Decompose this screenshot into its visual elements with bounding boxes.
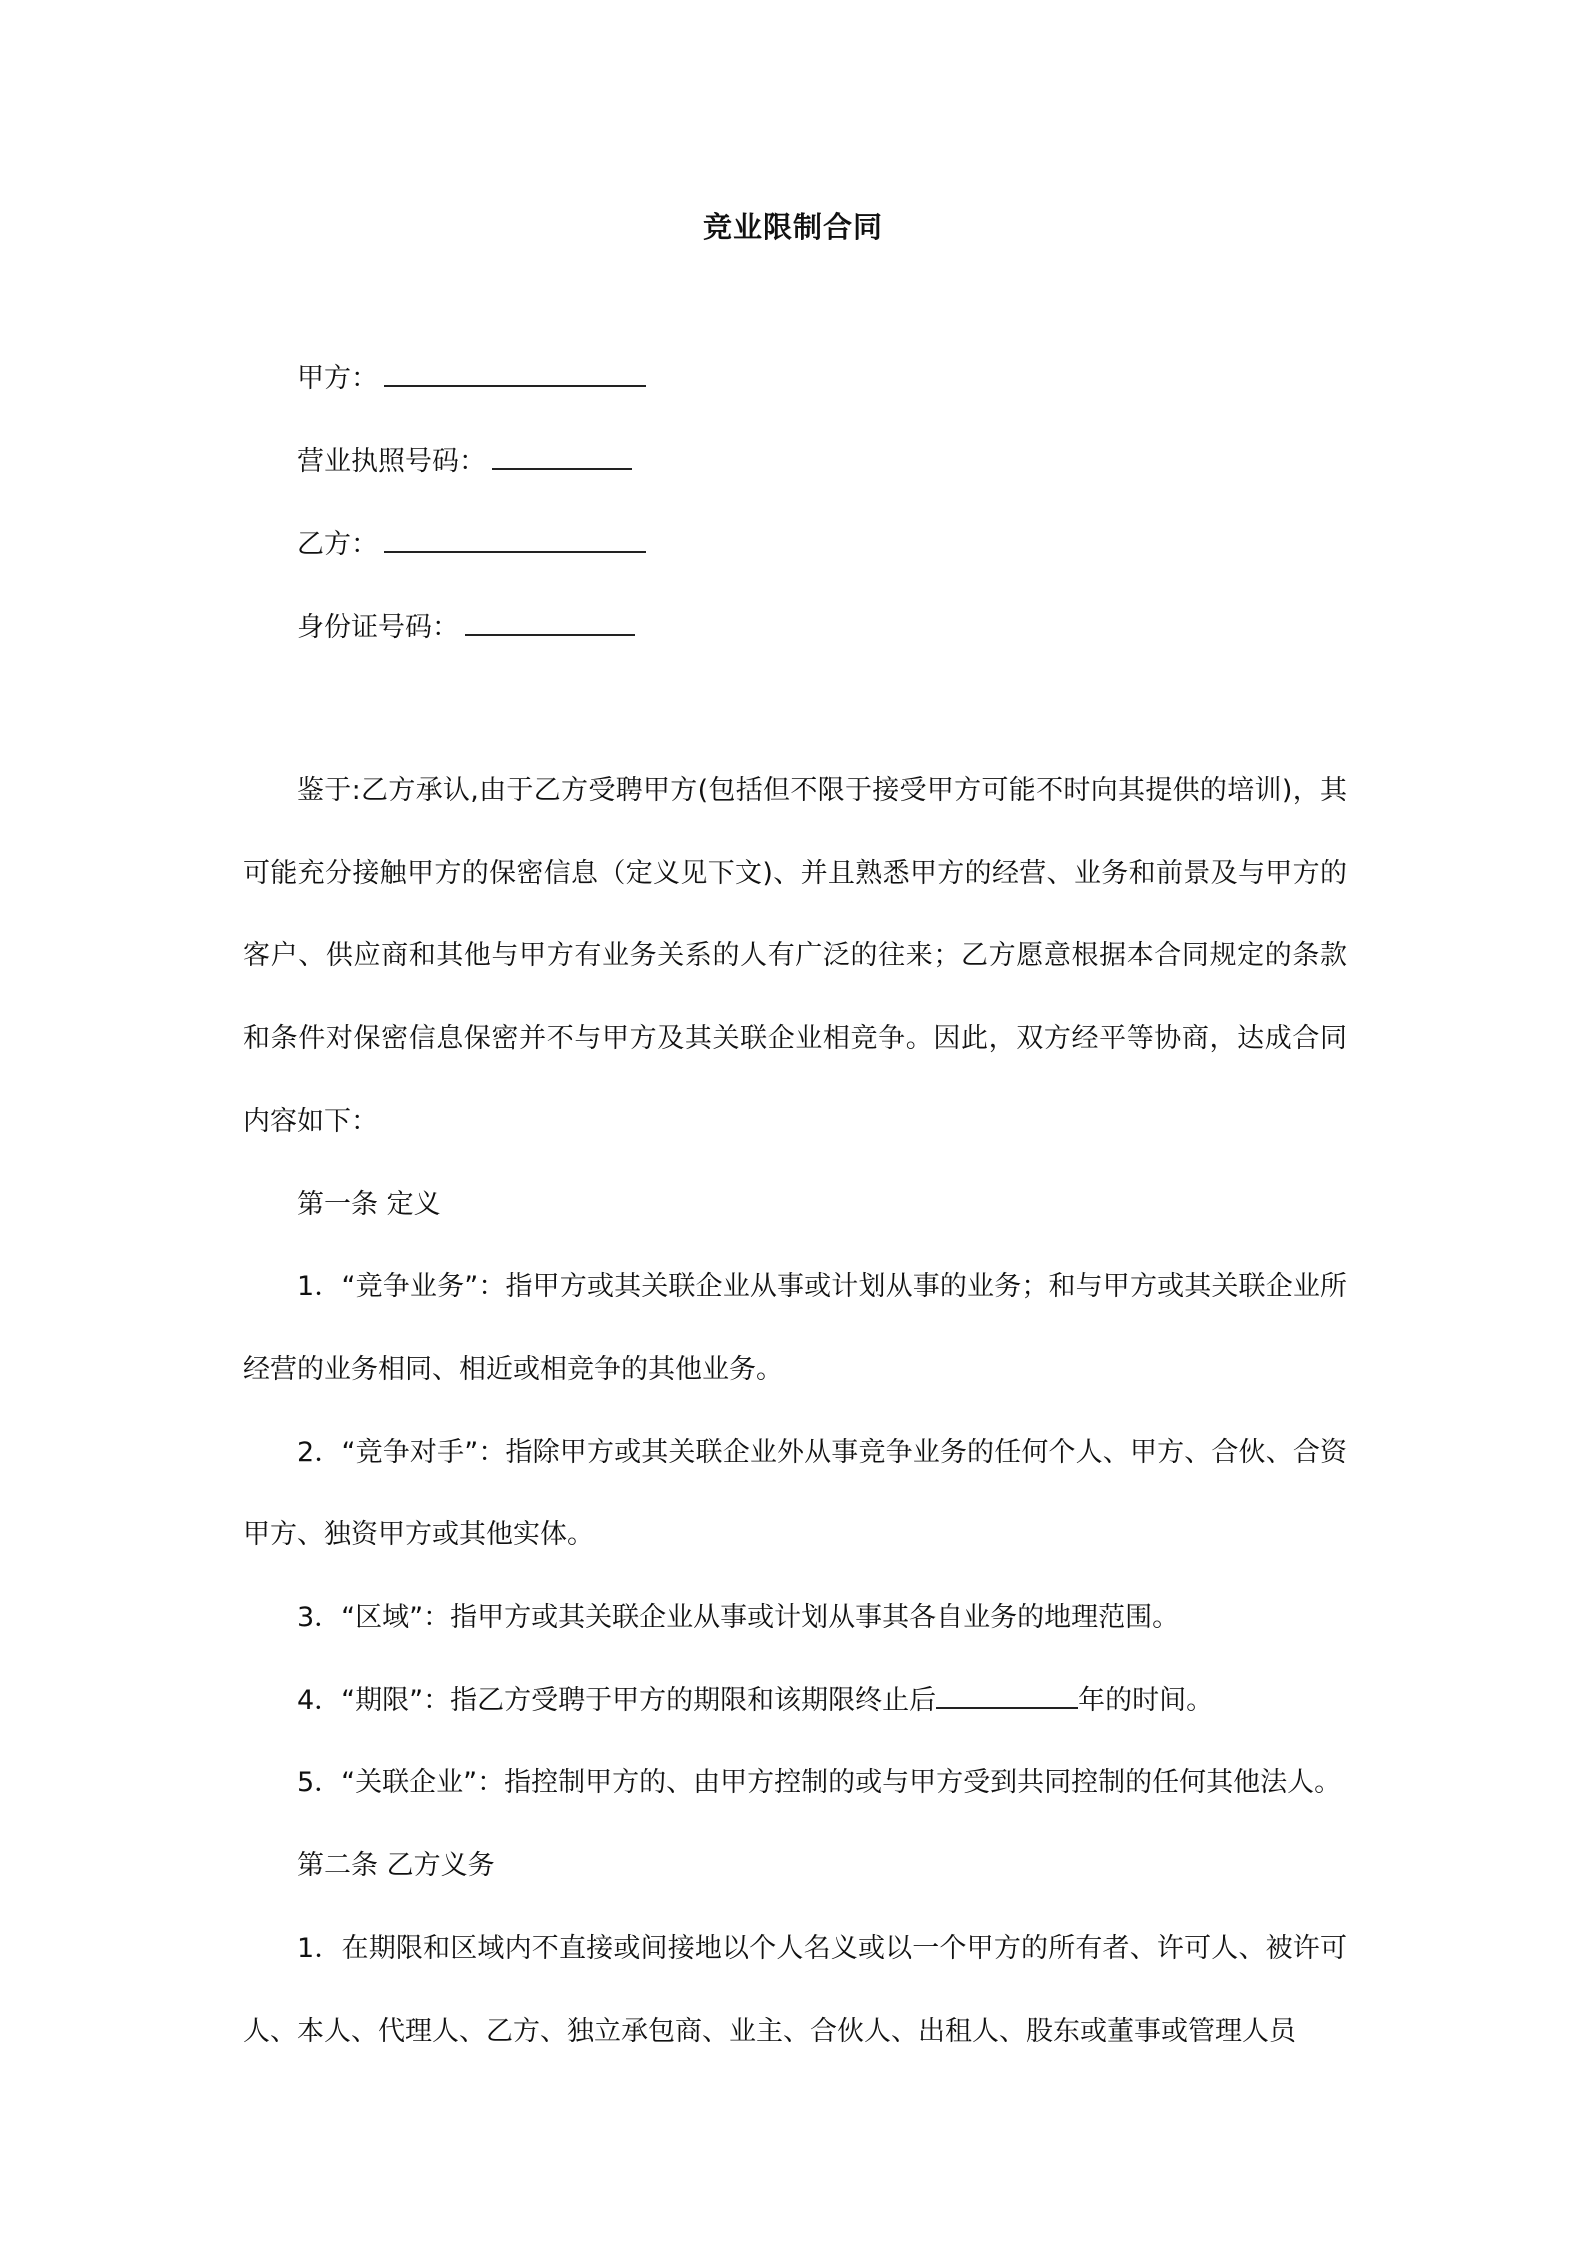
article-1-item-2: 2．“竞争对手”：指除甲方或其关联企业外从事竞争业务的任何个人、甲方、合伙、合资甲方、独资甲方或其他实体。 (243, 1436, 1347, 1551)
party-b-blank[interactable] (384, 527, 646, 553)
article-1-item-3: 3．“区域”：指甲方或其关联企业从事或计划从事其各自业务的地理范围。 (297, 1602, 1180, 1634)
document-title: 竞业限制合同 (702, 210, 883, 244)
article-2-item-1: 1．在期限和区域内不直接或间接地以个人名义或以一个甲方的所有者、许可人、被许可人、本人、代理人、乙方、独立承包商、业主、合伙人、出租人、股东或董事或管理人员 (243, 1932, 1347, 2047)
id-number-label: 身份证号码： (297, 612, 459, 643)
id-number-field (297, 605, 635, 644)
party-a-label: 甲方： (297, 363, 378, 394)
article-2-heading: 第二条 乙方义务 (297, 1850, 495, 1882)
term-years-blank[interactable] (936, 1683, 1078, 1709)
article-1-item-4-text-after: 年的时间。 (1078, 1684, 1214, 1716)
party-b-label: 乙方： (297, 529, 378, 560)
business-license-field (297, 439, 632, 478)
party-a-blank[interactable] (384, 361, 646, 387)
contract-body (243, 750, 1347, 2073)
article-1-item-4 (243, 1660, 1347, 1743)
article-1-item-5: 5．“关联企业”：指控制甲方的、由甲方控制的或与甲方受到共同控制的任何其他法人。 (297, 1767, 1342, 1799)
party-b-field (297, 522, 646, 561)
article-1-item-4-text-before: 4．“期限”：指乙方受聘于甲方的期限和该期限终止后 (297, 1684, 937, 1716)
preamble-paragraph: 鉴于:乙方承认,由于乙方受聘甲方(包括但不限于接受甲方可能不时向其提供的培训)，其可能充分接触甲方的保密信息（定义见下文)、并且熟悉甲方的经营、业务和前景及与甲方的客户、供应商和其他与甲方有业务关系的人有广泛的往来；乙方愿意根据本合同规定的条款和条件对保密信息保密并不与甲方及其关联企业相竞争。因此，双方经平等协商，达成合同内容如下： (243, 775, 1347, 1137)
business-license-blank[interactable] (492, 444, 632, 470)
article-1-item-1: 1．“竞争业务”：指甲方或其关联企业从事或计划从事的业务；和与甲方或其关联企业所经营的业务相同、相近或相竞争的其他业务。 (243, 1271, 1347, 1385)
id-number-blank[interactable] (465, 610, 635, 636)
party-a-field (297, 356, 646, 395)
business-license-label: 营业执照号码： (297, 446, 486, 477)
article-1-heading: 第一条 定义 (297, 1188, 441, 1220)
